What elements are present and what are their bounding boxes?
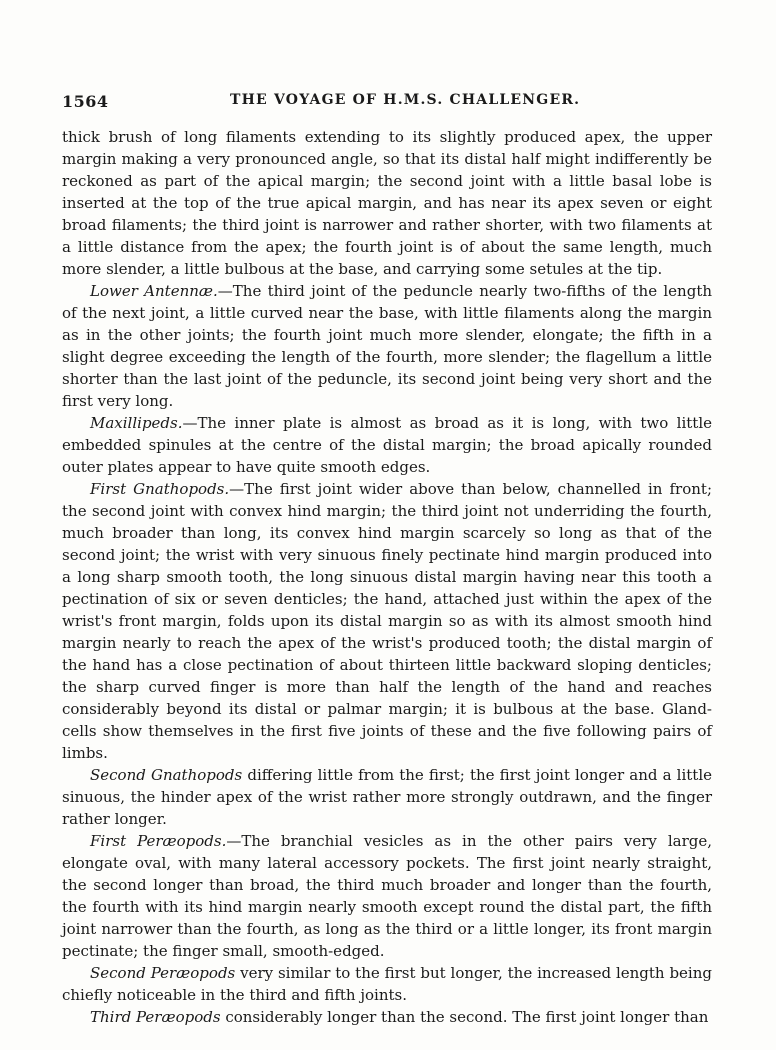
paragraph-text: —The branchial vesicles as in the other pairs very large, elongate oval, with many lateral accessory pockets. The first joint nearly straight, the second longer than broad, the third much broader and longer than the fourth, the fourth with its hind margin nearly smooth except round the distal part, the fifth joint narrower than the fourth, as long as the third or a little longer, its front margin pectinate; the finger small, smooth-edged. bbox=[62, 832, 713, 960]
paragraph-text: —The inner plate is almost as broad as it is long, with two little embedded spinules at the centre of the distal margin; the broad apically rounded outer plates appear to have quite smooth edges. bbox=[62, 414, 712, 476]
paragraph-text: —The third joint of the peduncle nearly two-fifths of the length of the next joint, a little curved near the base, with little filaments along the margin as in the other joints; the fourth joint much more slender, elongate; the fifth in a slight degree exceeding the length of the fourth, more slender; the flagellum a little shorter than the last joint of the peduncle, its second joint being very short and the first very long. bbox=[62, 282, 713, 410]
paragraph bbox=[62, 412, 712, 478]
paragraph-text: considerably longer than the second. The first joint longer than bbox=[220, 1008, 709, 1026]
page-number: 1564 bbox=[62, 92, 109, 111]
paragraph-text: thick brush of long filaments extending to its slightly produced apex, the upper margin making a very pronounced angle, so that its distal half might indifferently be reckoned as part of the apical margin; the second joint with a little basal lobe is inserted at the top of the true apical margin, and has near its apex seven or eight broad filaments; the third joint is narrower and rather shorter, with two filaments at a little distance from the apex; the fourth joint is of about the same length, much more slender, a little bulbous at the base, and carrying some setules at the tip. bbox=[62, 128, 712, 278]
paragraph bbox=[62, 280, 712, 412]
paragraph-term: Maxillipeds. bbox=[90, 414, 183, 432]
paragraph-term: Second Peræopods bbox=[90, 964, 236, 982]
paragraph bbox=[62, 764, 712, 830]
page bbox=[62, 88, 712, 1028]
paragraph bbox=[62, 830, 712, 962]
paragraph bbox=[62, 126, 712, 280]
paragraph-term: Third Peræopods bbox=[90, 1008, 221, 1026]
paragraph bbox=[62, 478, 712, 764]
paragraph-term: Second Gnathopods bbox=[90, 766, 243, 784]
page-header bbox=[62, 88, 712, 118]
paragraph bbox=[62, 962, 712, 1006]
paragraph-term: First Gnathopods. bbox=[90, 480, 230, 498]
paragraph-text: differing little from the first; the first joint longer and a little sinuous, the hinder apex of the wrist rather more strongly outdrawn, and the finger rather longer. bbox=[62, 766, 712, 828]
running-title: THE VOYAGE OF H.M.S. CHALLENGER. bbox=[230, 92, 581, 108]
paragraph-text: very similar to the first but longer, the increased length being chiefly noticeable in the third and fifth joints. bbox=[62, 964, 712, 1004]
paragraph-term: Lower Antennæ. bbox=[90, 282, 218, 300]
paragraph-term: First Peræopods. bbox=[90, 832, 227, 850]
body-text bbox=[62, 126, 712, 1028]
paragraph bbox=[62, 1006, 712, 1028]
paragraph-text: —The first joint wider above than below, channelled in front; the second joint with convex hind margin; the third joint not underriding the fourth, much broader than long, its convex hind margin scarcely so long as that of the second joint; the wrist with very sinuous finely pectinate hind margin produced into a long sharp smooth tooth, the long sinuous distal margin having near this tooth a pectination of six or seven denticles; the hand, attached just within the apex of the wrist's front margin, folds upon its distal margin so as with its almost smooth hind margin nearly to reach the apex of the wrist's produced tooth; the distal margin of the hand has a close pectination of about thirteen little backward sloping denticles; the sharp curved finger is more than half the length of the hand and reaches considerably beyond its distal or palmar margin; it is bulbous at the base. Gland-cells show themselves in the first five joints of these and the five following pairs of limbs. bbox=[62, 480, 712, 762]
